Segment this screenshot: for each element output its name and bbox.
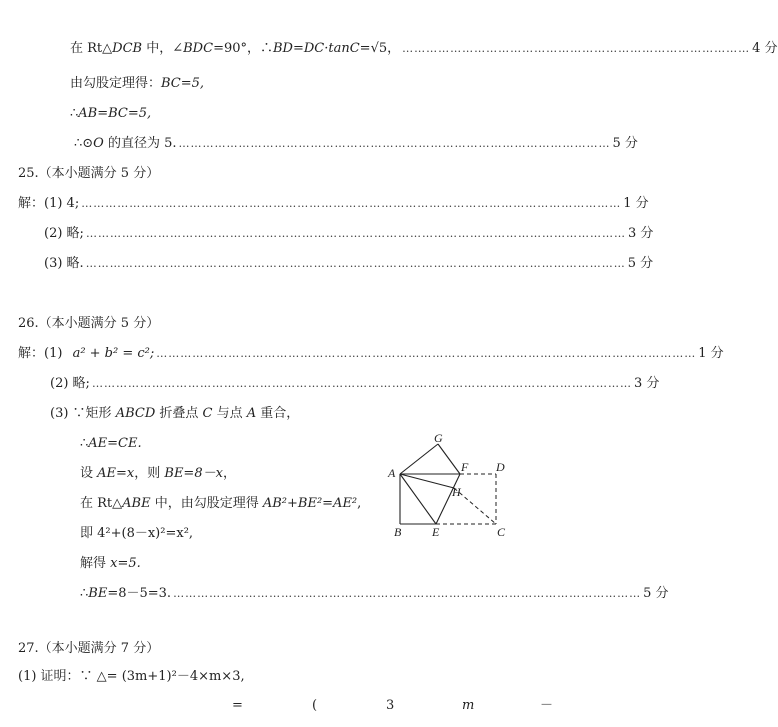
text: 重合， [256,406,300,421]
q26-line-1 [18,345,724,363]
text: 折叠点 [155,406,203,421]
text: =90°，∴ [213,41,273,56]
text: 与点 [212,406,247,421]
text: 的直径为 5. [103,136,177,151]
therefore-symbol: ∴ [80,586,89,601]
label-c: C [497,525,506,539]
q24-line-ab [70,105,151,123]
q27-line-2-paren: ( [312,698,318,713]
score-label: 5 分 [612,136,638,151]
leader-dots: ……………………………………………………………………………………………………………………… [156,347,697,360]
equation: 即 4²+(8－x)²=x², [80,526,194,541]
label-d: D [496,460,505,474]
text: 由勾股定理得： [70,76,162,91]
q26-line-9 [80,585,669,603]
text: ，则 [134,466,165,481]
equation: AB=BC=5, [78,106,152,121]
label-a: A [388,466,396,480]
point-name: C [202,406,213,421]
q24-line-bc [70,75,204,93]
score-label: 1 分 [623,196,649,211]
q25-line-1 [18,195,649,213]
text: 中，∠ [142,41,184,56]
solution: x=5. [110,556,141,571]
q25-answer-2: (2) 略; [44,226,84,241]
q26-line-5 [80,465,236,483]
sqrt-value: √5 [370,41,388,56]
q26-line-7 [80,525,193,543]
score-label: 1 分 [698,346,724,361]
therefore-symbol: ∴ [80,436,89,451]
circle-name: O [93,136,104,151]
q27-line-1 [18,668,245,686]
q27-line-2-three: 3 [386,698,395,713]
text: ， [222,466,236,481]
q24-diameter-text [74,135,177,153]
segment-name: BE [88,586,108,601]
equation: AE=x [97,466,135,481]
leader-dots: ……………………………………………………………………………………………… [178,137,611,150]
equation: =8－5=3. [107,586,172,601]
point-name: A [246,406,257,421]
q25-heading: 25.（本小题满分 5 分） [18,166,160,181]
q27-line-2-dash: － [540,698,554,713]
leader-dots: …………………………………………………………………………… [402,42,751,55]
q26-heading: 26.（本小题满分 5 分） [18,316,160,331]
q26-line-4 [80,435,142,453]
pythagorean-formula: a² + b² = c²; [72,346,155,361]
text: 解得 [80,556,111,571]
segment-gf [438,444,460,474]
equation: BE=8－x [164,466,223,481]
q24-line-tan [70,40,778,58]
q25-line-3 [44,255,654,273]
label-b: B [394,525,402,539]
q26-answer-2: (2) 略; [50,376,90,391]
q25-answer-1: 解：(1) 4; [18,196,80,211]
text: (3) ∵矩形 [50,406,116,421]
q24-line-diameter [74,135,638,153]
text: ， [387,41,401,56]
text: , [357,496,362,511]
text: 设 [80,466,98,481]
equation: AB²+BE²=AE² [262,496,358,511]
text: 在 Rt△ [70,41,113,56]
q25-line-2 [44,225,654,243]
circle-symbol: ∴⊙ [74,136,94,151]
label-g: G [434,431,443,445]
rectangle-name: ABCD [115,406,156,421]
equation: AE=CE. [88,436,142,451]
label-h: H [452,485,461,499]
q26-line-8 [80,555,141,573]
score-label: 3 分 [633,376,660,391]
folded-rectangle-figure [388,430,513,542]
equation: BC=5, [161,76,205,91]
triangle-name: DCB [112,41,143,56]
angle-name: BDC [183,41,214,56]
q26-conclusion [80,585,171,603]
leader-dots: ……………………………………………………………………………………………………………………… [85,257,626,270]
segment-ag [400,444,438,474]
leader-dots: ……………………………………………………………………………………………………………………… [91,377,632,390]
segment-ef [436,474,460,524]
q27-line-2-m: m [462,698,475,713]
relation: BD=DC·tanC= [273,41,371,56]
label-f: F [461,460,469,474]
q26-answer-1 [18,345,154,363]
score-label: 5 分 [643,586,669,601]
therefore-symbol: ∴ [70,106,79,121]
q26-line-6 [80,495,361,513]
score-label: 4 分 [752,41,778,56]
discriminant-equation: (1) 证明：∵ △= (3m+1)²－4×m×3, [18,669,245,684]
q24-tan-text [70,40,400,58]
label-e: E [432,525,440,539]
leader-dots: ……………………………………………………………………………………………………… [173,587,642,600]
text: 在 Rt△ [80,496,123,511]
q25-answer-3: (3) 略. [44,256,84,271]
q26-line-3 [50,405,299,423]
q27-line-2-eq: = [232,698,243,713]
part-label: 解：(1) [18,346,63,361]
q27-heading: 27.（本小题满分 7 分） [18,641,160,656]
score-label: 3 分 [627,226,654,241]
leader-dots: ……………………………………………………………………………………………………………………… [85,227,626,240]
q26-line-2 [50,375,660,393]
text: 中，由勾股定理得 [150,496,263,511]
score-label: 5 分 [627,256,654,271]
leader-dots: ……………………………………………………………………………………………………………………… [81,197,622,210]
triangle-name: ABE [122,496,151,511]
